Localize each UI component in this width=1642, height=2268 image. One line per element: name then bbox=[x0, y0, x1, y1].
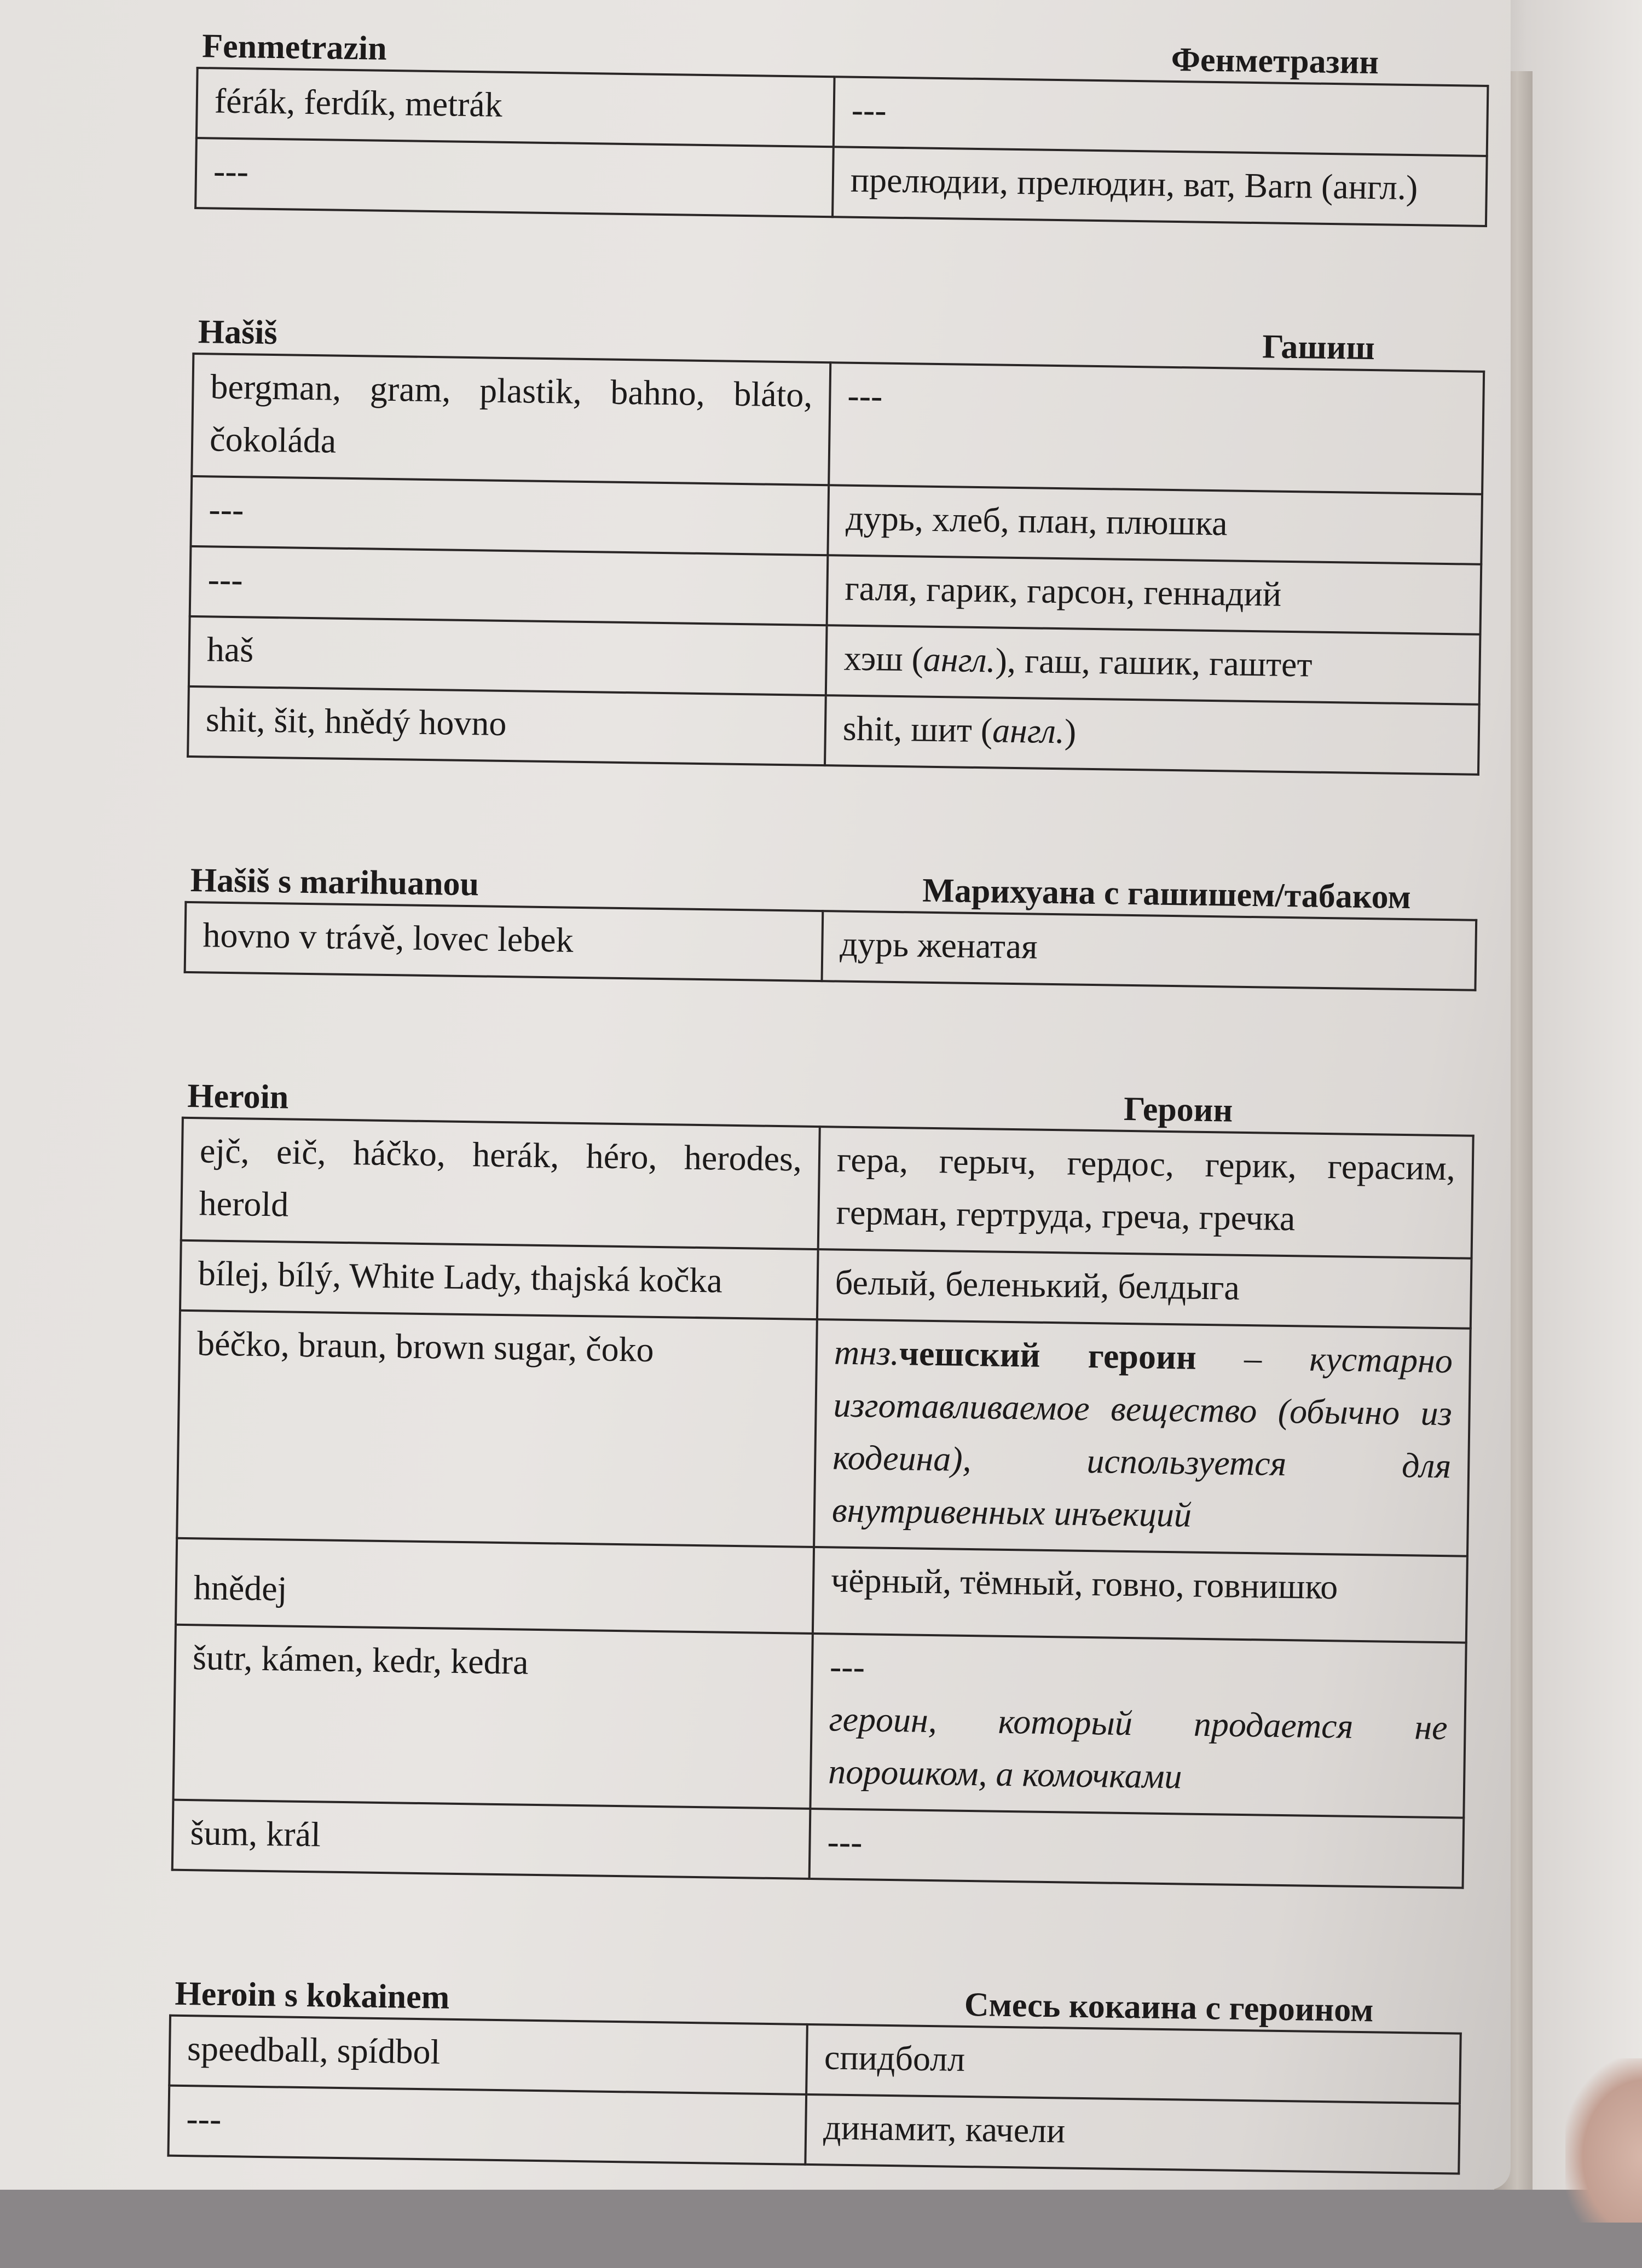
russian-text: ), гаш, гашик, гаштет bbox=[995, 640, 1313, 684]
czech-cell: shit, šit, hnědý hovno bbox=[188, 686, 826, 765]
russian-heading: Героин bbox=[1123, 1090, 1233, 1129]
translation-table bbox=[187, 353, 1485, 776]
russian-cell: спидболл bbox=[806, 2024, 1461, 2104]
russian-text: ) bbox=[1064, 712, 1077, 751]
czech-cell: ejč, eič, háčko, herák, héro, herodes, herold bbox=[181, 1118, 820, 1249]
russian-heading: Фенметразин bbox=[1171, 41, 1379, 82]
page-content bbox=[166, 16, 1456, 2267]
russian-cell: дурь женатая bbox=[822, 911, 1477, 990]
czech-heading: Heroin s kokainem bbox=[175, 1975, 450, 2016]
russian-cell: --- bbox=[810, 1809, 1464, 1888]
czech-cell: férák, ferdík, metrák bbox=[196, 68, 835, 147]
section-fenmetrazin bbox=[194, 16, 1445, 227]
section-heroin-kokain bbox=[167, 1964, 1418, 2174]
czech-cell: hnědej bbox=[176, 1538, 814, 1634]
russian-cell: белый, беленький, белдыга bbox=[817, 1249, 1472, 1329]
term-bold: чешский героин bbox=[899, 1334, 1197, 1377]
russian-cell: чёрный, тёмный, говно, говнишко bbox=[813, 1547, 1467, 1643]
russian-cell: дурь, хлеб, план, плюшка bbox=[828, 485, 1482, 564]
czech-cell: --- bbox=[190, 476, 829, 555]
czech-cell: bílej, bílý, White Lady, thajská kočka bbox=[180, 1240, 818, 1319]
table-row bbox=[177, 1311, 1471, 1556]
russian-heading: Смесь кокаина с героином bbox=[964, 1986, 1374, 2029]
russian-cell bbox=[825, 695, 1479, 775]
translation-table bbox=[194, 67, 1489, 227]
russian-cell bbox=[826, 625, 1481, 705]
russian-text: --- bbox=[829, 1647, 865, 1687]
description: героин, который продается не порошком, а комочками bbox=[828, 1699, 1448, 1796]
abbreviation: англ. bbox=[923, 639, 996, 680]
russian-cell: прелюдии, прелюдин, ват, Barn (англ.) bbox=[832, 147, 1487, 226]
section-hasis bbox=[187, 302, 1441, 775]
translation-table bbox=[167, 2015, 1461, 2175]
description: – кустарно изготавливаемое вещество (обычно из кодеина), используется для внутривенных инъекций bbox=[831, 1337, 1453, 1534]
russian-heading: Гашиш bbox=[1262, 328, 1375, 367]
russian-heading: Марихуана с гашишем/табаком bbox=[922, 872, 1412, 916]
table-row bbox=[181, 1118, 1473, 1259]
abbreviation: тнз. bbox=[834, 1332, 900, 1373]
czech-cell: speedball, spídbol bbox=[169, 2016, 807, 2094]
table-row bbox=[192, 354, 1484, 494]
russian-cell: гера, герыч, гердос, герик, герасим, герман, гертруда, греча, гречка bbox=[818, 1127, 1473, 1259]
table-row bbox=[174, 1625, 1466, 1818]
czech-cell: hovno v trávě, lovec lebek bbox=[185, 902, 823, 981]
translation-table bbox=[171, 1117, 1475, 1889]
czech-cell: bergman, gram, plastik, bahno, bláto, čokoláda bbox=[192, 354, 830, 485]
russian-cell bbox=[810, 1634, 1466, 1818]
czech-cell: --- bbox=[190, 546, 828, 625]
czech-heading: Hašiš s marihuanou bbox=[190, 861, 479, 903]
czech-cell: --- bbox=[168, 2086, 806, 2165]
czech-cell: --- bbox=[195, 138, 834, 217]
russian-text: shit, шит ( bbox=[842, 708, 993, 750]
section-hasis-marihuana bbox=[184, 851, 1433, 991]
abbreviation: англ. bbox=[992, 711, 1065, 751]
czech-cell: haš bbox=[189, 616, 827, 695]
czech-heading: Fenmetrazin bbox=[201, 27, 388, 67]
czech-cell: šum, král bbox=[172, 1800, 811, 1879]
russian-cell: галя, гарик, гарсон, геннадий bbox=[827, 555, 1482, 634]
russian-cell: --- bbox=[834, 77, 1488, 156]
czech-cell: béčko, braun, brown sugar, čoko bbox=[177, 1311, 817, 1547]
czech-heading: Heroin bbox=[187, 1077, 289, 1116]
russian-cell bbox=[814, 1319, 1471, 1556]
russian-cell: --- bbox=[829, 362, 1484, 494]
czech-heading: Hašiš bbox=[198, 313, 278, 352]
section-heroin bbox=[171, 1066, 1456, 1889]
russian-text: хэш ( bbox=[843, 638, 924, 679]
czech-cell: šutr, kámen, kedr, kedra bbox=[174, 1625, 813, 1809]
finger-shadow bbox=[1565, 2058, 1642, 2223]
russian-cell: динамит, качели bbox=[805, 2094, 1460, 2174]
